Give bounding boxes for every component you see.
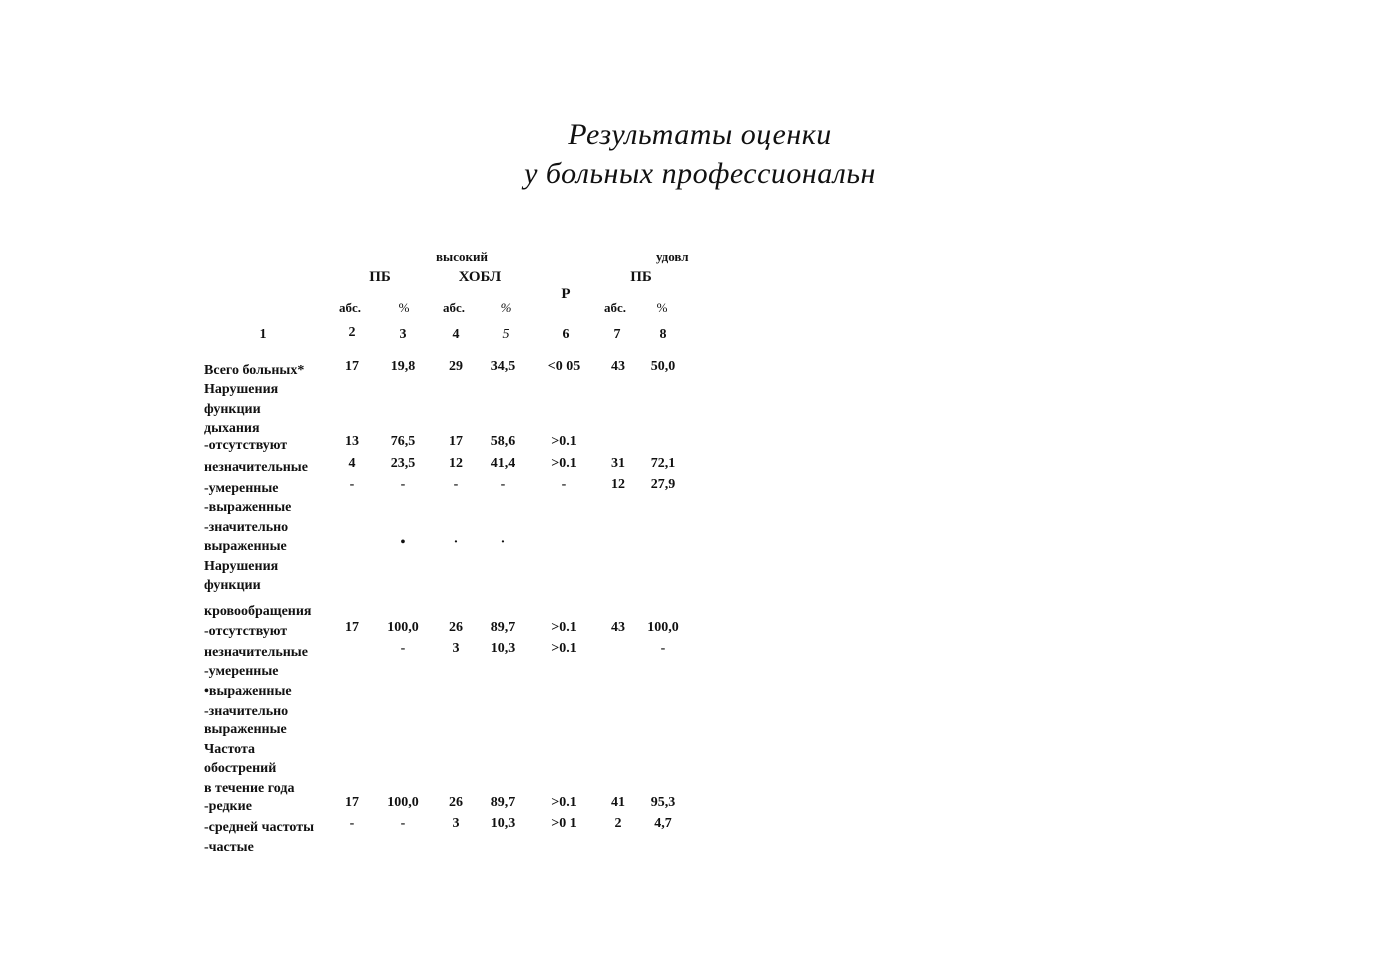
cell-col8: 4,7 [654, 816, 672, 831]
row-label: -значительно [204, 520, 289, 535]
row-label: Всего больных* [204, 363, 305, 378]
cell-col3: - [400, 816, 406, 831]
cell-col5: 34,5 [490, 359, 516, 374]
header-abs-3: абс. [603, 300, 627, 315]
cell-col4: 26 [449, 795, 463, 810]
header-hobl: ХОБЛ [458, 269, 502, 285]
cell-col3: • [400, 535, 406, 550]
cell-col8: 50,0 [650, 359, 676, 374]
header-abs-2: абс. [442, 300, 466, 315]
cell-col3: 100,0 [387, 620, 419, 635]
cell-col5: 10,3 [490, 641, 516, 656]
cell-col3: 23,5 [390, 456, 416, 471]
row-label: -частые [204, 840, 254, 855]
cell-col6: >0.1 [551, 434, 577, 449]
cell-col4: 26 [449, 620, 463, 635]
cell-col6: >0 1 [551, 816, 577, 831]
cell-col8: 100,0 [647, 620, 679, 635]
col-number-1: 1 [259, 327, 267, 342]
cell-col8: 95,3 [650, 795, 676, 810]
header-group-high: высокий [436, 249, 488, 264]
row-label: выраженные [204, 539, 287, 554]
cell-col2: 17 [345, 359, 359, 374]
col-number-8: 8 [659, 327, 667, 342]
row-label: Частота [204, 742, 256, 757]
cell-col3: 19,8 [390, 359, 416, 374]
header-pb: ПБ [369, 269, 391, 285]
cell-col6: >0.1 [551, 456, 577, 471]
cell-col5: 58,6 [490, 434, 516, 449]
cell-col5: 41,4 [490, 456, 516, 471]
header-abs-1: абс. [338, 300, 362, 315]
cell-col6: >0.1 [551, 641, 577, 656]
row-label: -выраженные [204, 500, 292, 515]
row-label: функции [204, 402, 261, 417]
row-label: -редкие [204, 799, 252, 814]
row-label: обострений [204, 761, 277, 776]
col-number-2: 2 [348, 325, 356, 340]
row-label: функции [204, 578, 261, 593]
row-label: Нарушения [204, 559, 279, 574]
row-label: -значительно [204, 704, 289, 719]
cell-col3: - [400, 641, 406, 656]
row-label: -средней частоты [204, 820, 315, 835]
cell-col8: 72,1 [650, 456, 676, 471]
header-pct-3: % [656, 300, 668, 315]
row-label: -отсутствуют [204, 438, 288, 453]
col-number-6: 6 [562, 327, 570, 342]
cell-col2: - [349, 477, 355, 492]
cell-col5: 10,3 [490, 816, 516, 831]
cell-col7: 12 [611, 477, 625, 492]
header-group-satisfactory: удовл [656, 249, 689, 264]
cell-col5: 89,7 [490, 795, 516, 810]
row-label: -умеренные [204, 664, 279, 679]
row-label: незначительные [204, 460, 308, 475]
table-title-line-1: Результаты оценки [568, 118, 832, 151]
row-label: в течение года [204, 781, 295, 796]
row-label: Нарушения [204, 382, 279, 397]
cell-col4: 3 [452, 641, 460, 656]
cell-col6: >0.1 [551, 795, 577, 810]
header-p: P [561, 286, 571, 302]
row-label: -умеренные [204, 481, 279, 496]
cell-col4: - [453, 477, 459, 492]
cell-col2: 13 [345, 434, 359, 449]
cell-col4: 3 [452, 816, 460, 831]
row-label: •выраженные [204, 684, 292, 699]
row-label: -отсутствуют [204, 624, 288, 639]
row-label: кровообращения [204, 604, 312, 619]
col-number-7: 7 [613, 327, 621, 342]
cell-col2: - [349, 816, 355, 831]
cell-col4: 17 [449, 434, 463, 449]
col-number-3: 3 [399, 327, 407, 342]
cell-col5: - [500, 477, 506, 492]
header-pb-2: ПБ [630, 269, 652, 285]
cell-col4: · [453, 535, 459, 550]
cell-col3: 100,0 [387, 795, 419, 810]
cell-col7: 43 [611, 620, 625, 635]
cell-col4: 12 [449, 456, 463, 471]
cell-col6: >0.1 [551, 620, 577, 635]
col-number-5: 5 [502, 327, 510, 342]
row-label: незначительные [204, 645, 308, 660]
cell-col2: 17 [345, 795, 359, 810]
cell-col2: 17 [345, 620, 359, 635]
cell-col7: 2 [614, 816, 622, 831]
cell-col4: 29 [449, 359, 463, 374]
cell-col2: 4 [348, 456, 356, 471]
header-pct-1: % [398, 300, 410, 315]
row-label: дыхания [204, 421, 260, 436]
cell-col5: · [500, 535, 506, 550]
cell-col6: - [561, 477, 567, 492]
cell-col7: 43 [611, 359, 625, 374]
header-pct-2: % [500, 300, 512, 315]
col-number-4: 4 [452, 327, 460, 342]
cell-col7: 31 [611, 456, 625, 471]
cell-col3: 76,5 [390, 434, 416, 449]
cell-col3: - [400, 477, 406, 492]
cell-col7: 41 [611, 795, 625, 810]
cell-col6: <0 05 [547, 359, 581, 374]
cell-col5: 89,7 [490, 620, 516, 635]
cell-col8: 27,9 [650, 477, 676, 492]
cell-col8: - [660, 641, 666, 656]
table-title-line-2: у больных профессиональн [524, 157, 876, 190]
row-label: выраженные [204, 722, 287, 737]
